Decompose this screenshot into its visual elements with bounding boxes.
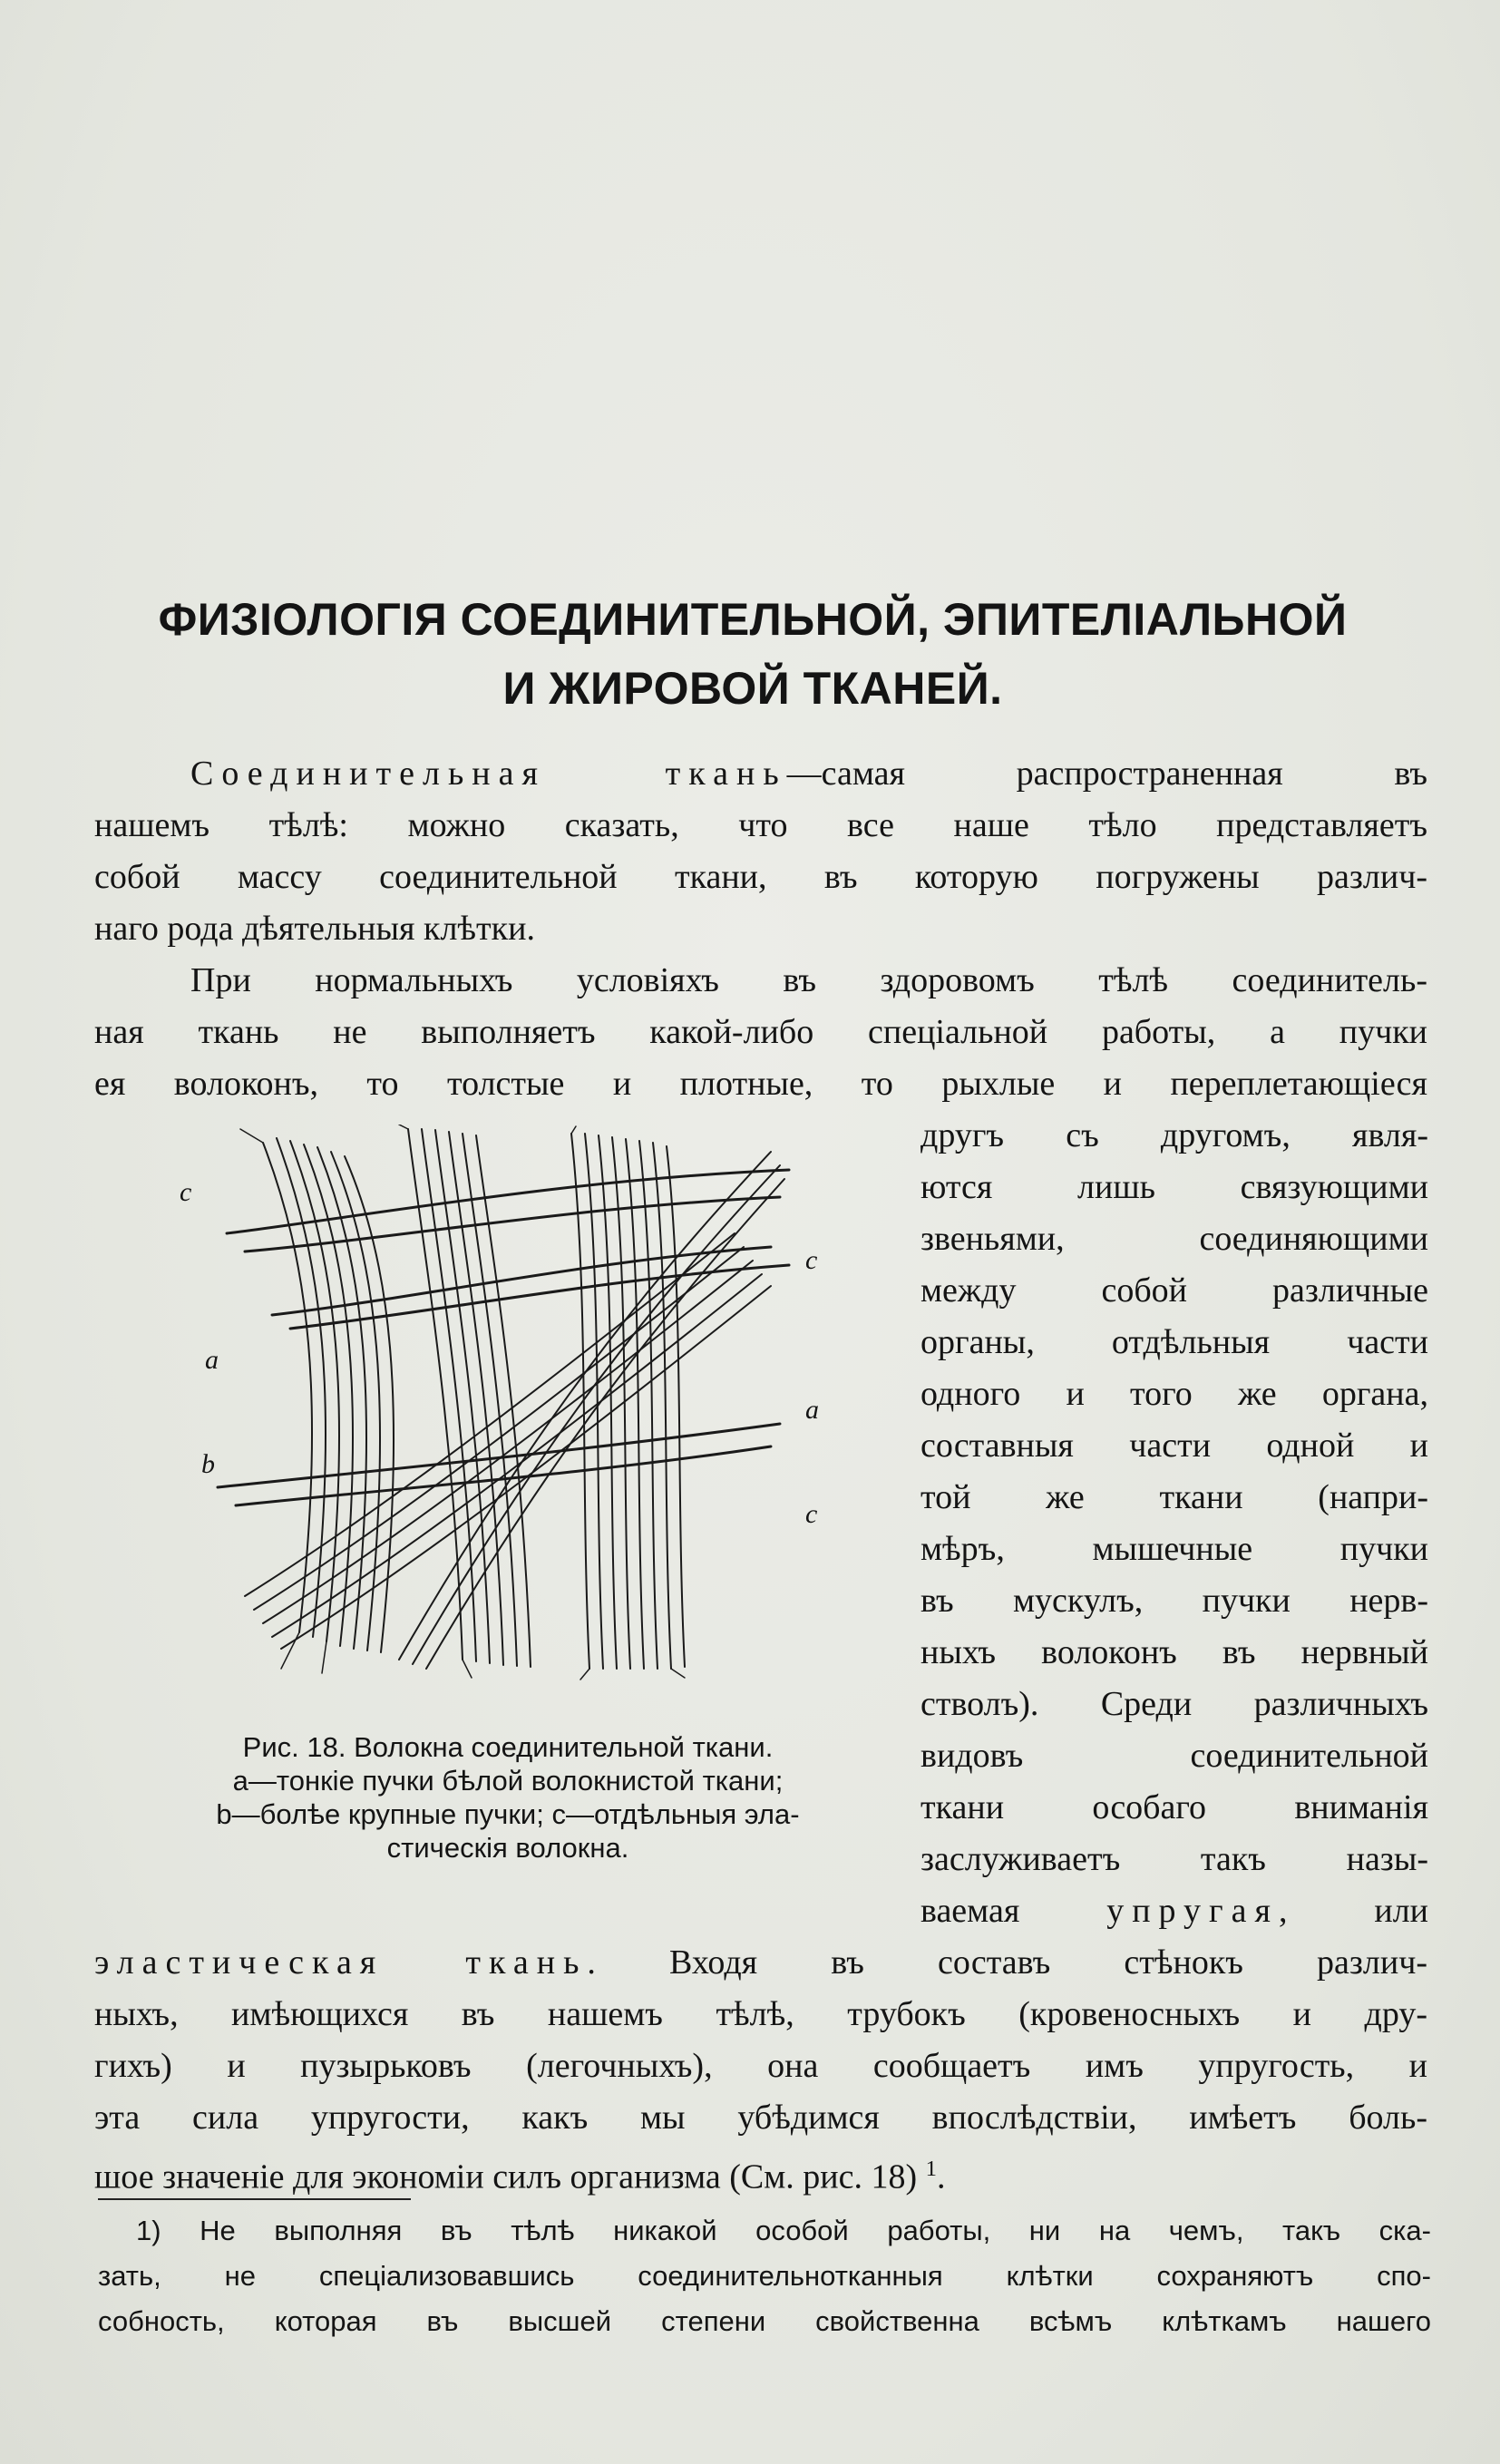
paragraph-3-line-3: гихъ) и пузырьковъ (легочныхъ), она сообщаетъ имъ упругость, и bbox=[94, 2047, 1427, 2085]
right-column-line: другъ съ другомъ, явля- bbox=[920, 1116, 1428, 1154]
paragraph-1-line-1 bbox=[190, 753, 1427, 794]
caption-line-1: Рис. 18. Волокна соединительной ткани. bbox=[242, 1731, 774, 1763]
figure-label-a-right: a bbox=[805, 1395, 819, 1425]
figure-label-b-left: b bbox=[201, 1449, 215, 1479]
right-column-last-post: , или bbox=[1278, 1892, 1428, 1930]
caption-line-2: a—тонкiе пучки бѣлой волокнистой ткани; bbox=[232, 1765, 784, 1797]
paragraph-3-line-1 bbox=[94, 1942, 1427, 1983]
term-elastic-tissue: эластическая ткань bbox=[94, 1943, 588, 1982]
right-column-line: стволъ). Среди различныхъ bbox=[920, 1685, 1428, 1723]
footnote-line-2: зать, не спецiализовавшись соединительнотканныя клѣтки сохраняютъ спо- bbox=[98, 2260, 1431, 2292]
term-connective-tissue: Соединительная ткань bbox=[190, 755, 787, 793]
figure-connective-tissue-fibers bbox=[180, 1125, 825, 1682]
paragraph-2-line-3: ея волоконъ, то толстые и плотные, то рыхлые и переплетающiеся bbox=[94, 1065, 1427, 1103]
footnote-line-1-text: Не выполняя въ тѣлѣ никакой особой работы, ни на чемъ, такъ ска- bbox=[200, 2215, 1431, 2246]
figure-caption bbox=[118, 1730, 898, 1865]
footnote-marker: 1) bbox=[136, 2215, 161, 2246]
right-column-line: одного и того же органа, bbox=[920, 1375, 1428, 1413]
figure-label-a-left: a bbox=[205, 1345, 219, 1375]
fibers-illustration bbox=[190, 1125, 825, 1682]
paragraph-3-end: . bbox=[937, 2157, 946, 2196]
right-column-line: звеньями, соединяющими bbox=[920, 1220, 1428, 1258]
caption-line-4: стическiя волокна. bbox=[386, 1832, 629, 1864]
paragraph-1-line-2: нашемъ тѣлѣ: можно сказать, что все наше тѣло представляетъ bbox=[94, 806, 1427, 844]
right-column-line: видовъ соединительной bbox=[920, 1737, 1428, 1775]
chapter-title-line-2: И ЖИРОВОЙ ТКАНЕЙ. bbox=[502, 663, 1003, 714]
right-column-line: ныхъ волоконъ въ нервный bbox=[920, 1633, 1428, 1671]
figure-label-c-left: c bbox=[180, 1177, 192, 1207]
right-column-line: той же ткани (напри- bbox=[920, 1478, 1428, 1516]
figure-label-c-right-top: c bbox=[805, 1245, 818, 1275]
right-column-line: между собой различные bbox=[920, 1271, 1428, 1310]
right-column-line: ются лишь связующими bbox=[920, 1168, 1428, 1206]
paragraph-3-line-1-text: . Входя въ составъ стѣнокъ различ- bbox=[587, 1943, 1427, 1982]
footnote-divider bbox=[98, 2198, 411, 2200]
paragraph-3-line-4: эта сила упругости, какъ мы убѣдимся впослѣдствiи, имѣетъ боль- bbox=[94, 2099, 1427, 2137]
term-elastic: упругая bbox=[1106, 1892, 1279, 1930]
footnote-line-1 bbox=[136, 2213, 1431, 2249]
paragraph-3-line-5-text: шое значенiе для экономiи силъ организма (См. рис. 18) bbox=[94, 2157, 918, 2196]
right-column-line-last bbox=[920, 1890, 1428, 1932]
right-column-last-pre: ваемая bbox=[920, 1892, 1107, 1930]
right-column-line: органы, отдѣльныя части bbox=[920, 1323, 1428, 1361]
right-column-line: мѣръ, мышечные пучки bbox=[920, 1530, 1428, 1568]
paragraph-3-line-2: ныхъ, имѣющихся въ нашемъ тѣлѣ, трубокъ (кровеносныхъ и дру- bbox=[94, 1995, 1427, 2033]
paragraph-2-line-1: При нормальныхъ условiяхъ въ здоровомъ тѣлѣ соединитель- bbox=[190, 961, 1427, 999]
footnote-line-3: собность, которая въ высшей степени свойственна всѣмъ клѣткамъ нашего bbox=[98, 2305, 1431, 2337]
paragraph-1-line-4: наго рода дѣятельныя клѣтки. bbox=[94, 910, 535, 948]
caption-line-3: b—болѣе крупные пучки; c—отдѣльныя эла- bbox=[216, 1798, 800, 1830]
right-column-line: составныя части одной и bbox=[920, 1427, 1428, 1465]
right-column-line: ткани особаго вниманiя bbox=[920, 1788, 1428, 1826]
paragraph-2-line-2: ная ткань не выполняетъ какой-либо спецiальной работы, а пучки bbox=[94, 1013, 1427, 1051]
right-column-line: заслуживаетъ такъ назы- bbox=[920, 1840, 1428, 1878]
chapter-title-line-1: ФИЗIОЛОГIЯ СОЕДИНИТЕЛЬНОЙ, ЭПИТЕЛIАЛЬНОЙ bbox=[158, 594, 1348, 645]
footnote-reference[interactable]: 1 bbox=[925, 2157, 938, 2181]
paragraph-1-line-1-text: —самая распространенная въ bbox=[786, 755, 1427, 793]
figure-label-c-right-bottom: c bbox=[805, 1499, 818, 1529]
right-column-line: въ мускулъ, пучки нерв- bbox=[920, 1582, 1428, 1620]
paragraph-3-line-5 bbox=[94, 2148, 1427, 2198]
paragraph-1-line-3: собой массу соединительной ткани, въ которую погружены различ- bbox=[94, 858, 1427, 896]
